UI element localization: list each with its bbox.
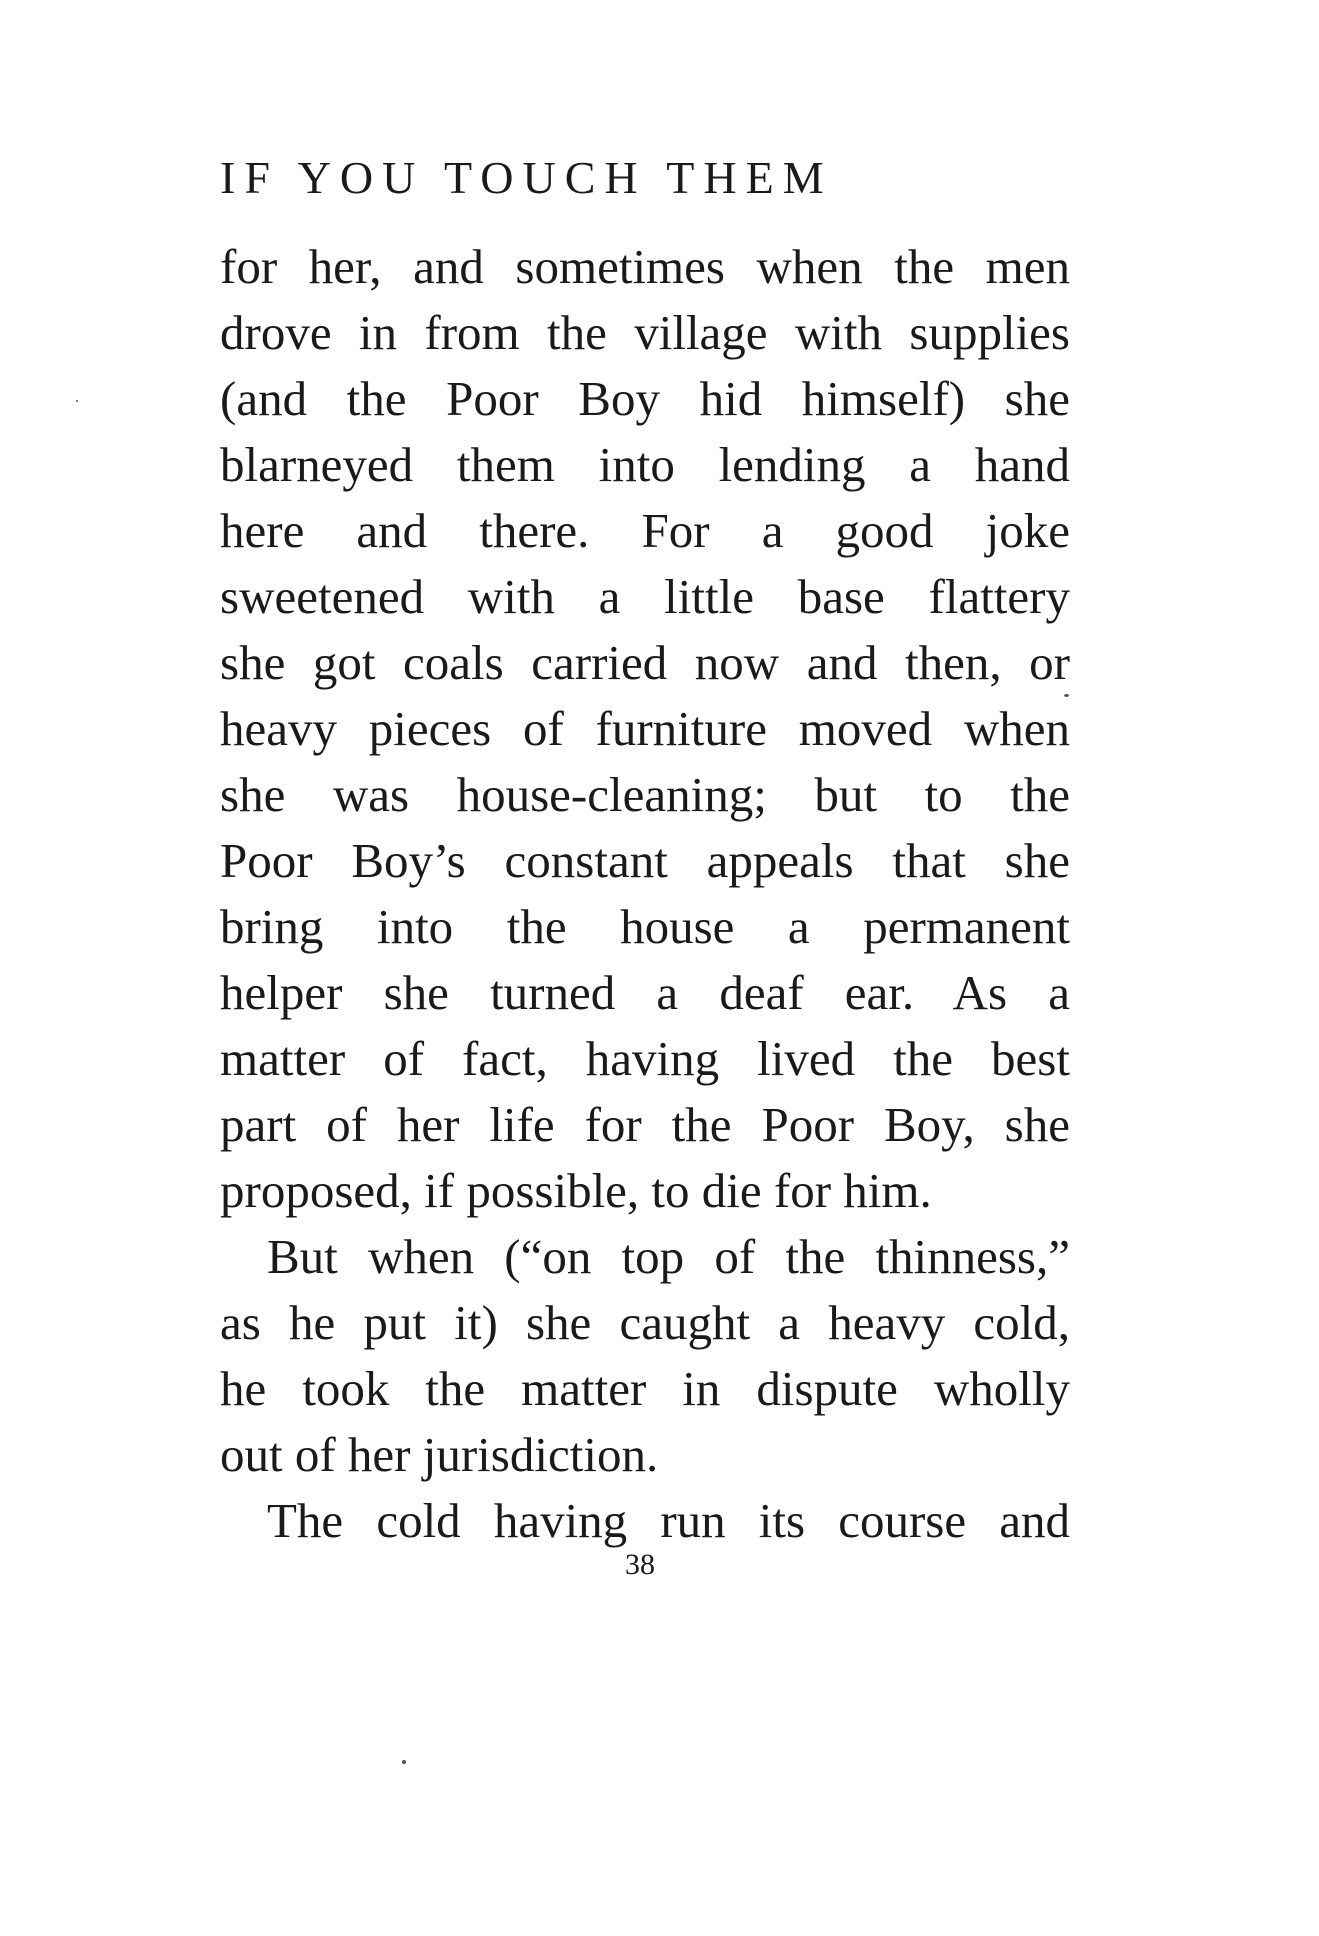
text-line: helper she turned a deaf ear. As a bbox=[220, 965, 1070, 1020]
text-line: drove in from the village with supplies bbox=[220, 305, 1070, 360]
text-line: here and there. For a good joke bbox=[220, 503, 1070, 558]
page-number: 38 bbox=[625, 1548, 655, 1581]
text-line: But when (“on top of the thinness,” bbox=[267, 1229, 1070, 1284]
scan-speck bbox=[1064, 694, 1069, 697]
text-line: matter of fact, having lived the best bbox=[220, 1031, 1070, 1086]
text-line: for her, and sometimes when the men bbox=[220, 239, 1070, 294]
text-line: bring into the house a permanent bbox=[220, 899, 1070, 954]
scan-speck bbox=[402, 1760, 406, 1764]
text-line: she was house-cleaning; but to the bbox=[220, 767, 1070, 822]
text-line: he took the matter in dispute wholly bbox=[220, 1361, 1070, 1416]
text-line: blarneyed them into lending a hand bbox=[220, 437, 1070, 492]
scan-speck bbox=[76, 400, 78, 402]
text-line: proposed, if possible, to die for him. bbox=[220, 1163, 932, 1218]
running-head: IF YOU TOUCH THEM bbox=[220, 152, 833, 203]
text-line: The cold having run its course and bbox=[267, 1493, 1070, 1548]
text-line: part of her life for the Poor Boy, she bbox=[220, 1097, 1070, 1152]
text-line: Poor Boy’s constant appeals that she bbox=[220, 833, 1070, 888]
text-line: (and the Poor Boy hid himself) she bbox=[220, 371, 1070, 426]
text-line: heavy pieces of furniture moved when bbox=[220, 701, 1070, 756]
text-line: out of her jurisdiction. bbox=[220, 1427, 659, 1482]
text-line: sweetened with a little base flattery bbox=[220, 569, 1070, 624]
text-line: as he put it) she caught a heavy cold, bbox=[220, 1295, 1070, 1350]
body-text bbox=[220, 234, 1070, 1554]
text-line: she got coals carried now and then, or bbox=[220, 635, 1070, 690]
